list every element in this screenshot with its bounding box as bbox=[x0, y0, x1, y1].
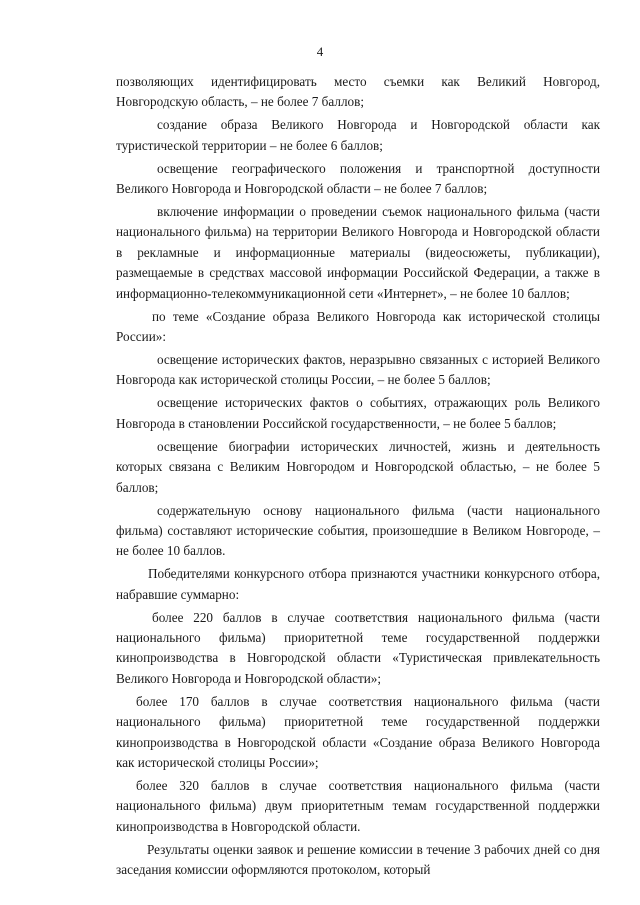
paragraph: создание образа Великого Новгорода и Новгородской области как туристической территории – не более 6 баллов; bbox=[116, 117, 600, 153]
paragraph: Результаты оценки заявок и решение комиссии в течение 3 рабочих дней со дня заседания комиссии оформляются протоколом, который bbox=[116, 841, 600, 878]
document-body bbox=[116, 72, 600, 883]
paragraph: включение информации о проведении съемок национального фильма (части национального фильма) на территории Великого Новгорода и Новгородской области в рекламные и информационные материалы (видеосюжеты, публикации), размещаемые в средствах массовой информации Российской Федерации, а также в информационно-телекоммуникационной сети «Интернет», – не более 10 баллов; bbox=[116, 204, 600, 301]
paragraph: более 220 баллов в случае соответствия национального фильма (части национального фильма) приоритетной теме государственной поддержки кинопроизводства в Новгородской области «Туристическая привлекательность Великого Новгорода и Новгородской области»; bbox=[116, 609, 600, 686]
paragraph: позволяющих идентифицировать место съемки как Великий Новгород, Новгородскую область, – не более 7 баллов; bbox=[116, 74, 600, 110]
page-number: 4 bbox=[316, 44, 324, 59]
paragraph: содержательную основу национального фильма (части национального фильма) составляют исторические события, произошедшие в Великом Новгороде, – не более 10 баллов. bbox=[116, 502, 600, 559]
paragraph: освещение географического положения и транспортной доступности Великого Новгорода и Новгородской области – не более 7 баллов; bbox=[116, 160, 600, 197]
paragraph: более 320 баллов в случае соответствия национального фильма (части национального фильма) двум приоритетным темам государственной поддержки кинопроизводства в Новгородской области. bbox=[116, 777, 600, 834]
paragraph: Победителями конкурсного отбора признаются участники конкурсного отбора, набравшие суммарно: bbox=[116, 566, 600, 602]
paragraph: по теме «Создание образа Великого Новгорода как исторической столицы России»: bbox=[116, 308, 600, 345]
paragraph: освещение биографии исторических личностей, жизнь и деятельность которых связана с Великим Новгородом и Новгородской областью, – не более 5 баллов; bbox=[116, 438, 600, 495]
paragraph: освещение исторических фактов, неразрывно связанных с историей Великого Новгорода как исторической столицы России, – не более 5 баллов; bbox=[116, 352, 600, 388]
paragraph: освещение исторических фактов о событиях, отражающих роль Великого Новгорода в становлении Российской государственности, – не более 5 баллов; bbox=[116, 395, 600, 431]
paragraph: более 170 баллов в случае соответствия национального фильма (части национального фильма) приоритетной теме государственной поддержки кинопроизводства в Новгородской области «Создание образа Великого Новгорода как исторической столицы России»; bbox=[116, 693, 600, 771]
